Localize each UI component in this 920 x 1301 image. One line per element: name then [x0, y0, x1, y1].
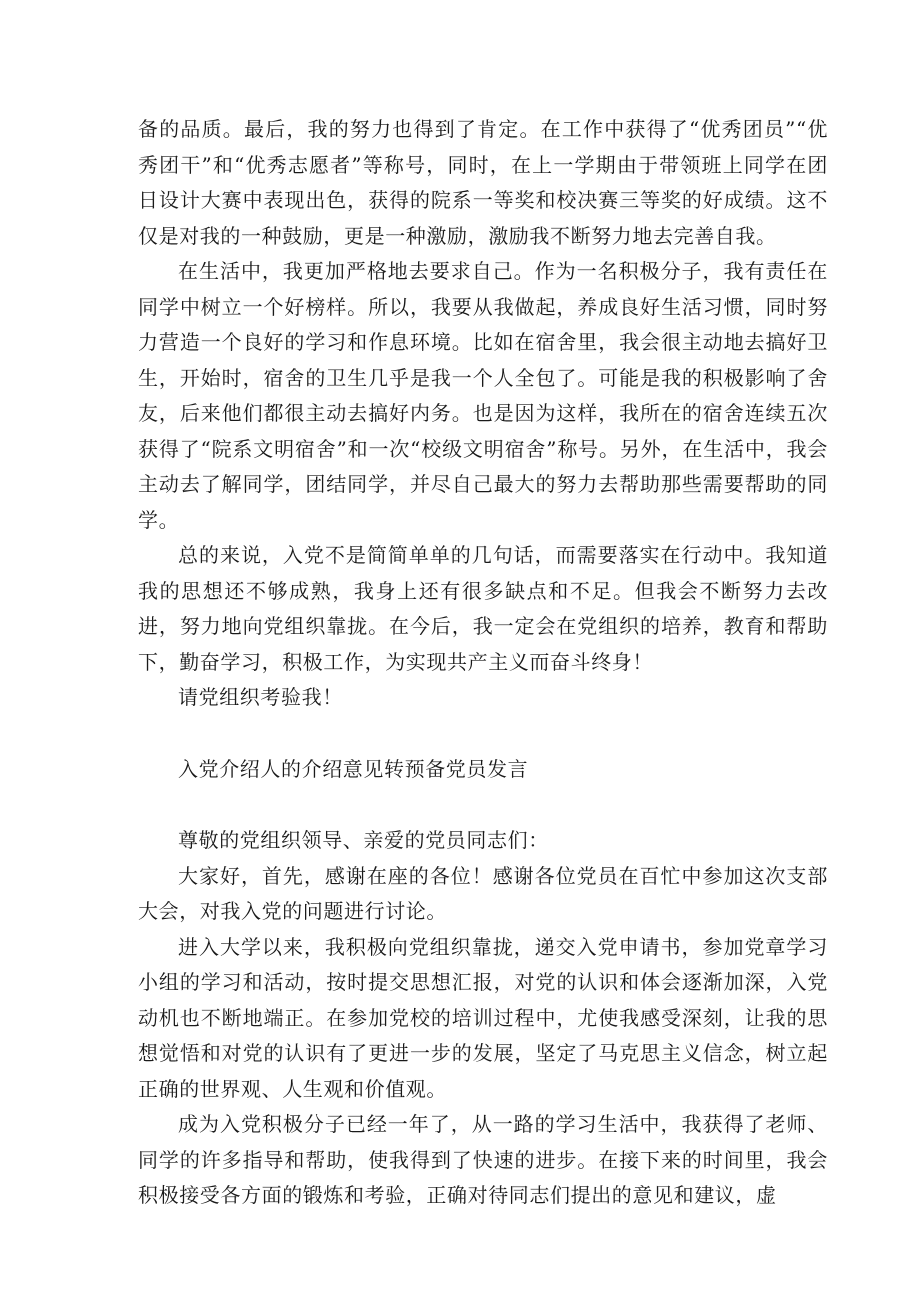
blank-line [138, 787, 828, 823]
section-heading: 入党介绍人的介绍意见转预备党员发言 [178, 756, 529, 781]
paragraph-daily-life: 在生活中，我更加严格地去要求自己。作为一名积极分子，我有责任在同学中树立一个好榜样。所以，我要从我做起，养成良好生活习惯，同时努力营造一个良好的学习和作息环境。比如在宿舍里，我会很主动地去搞好卫生，开始时，宿舍的卫生几乎是我一个人全包了。可能是我的积极影响了舍友，后来他们都很主动去搞好内务。也是因为这样，我所在的宿舍连续五次获得了“院系文明宿舍”和一次“校级文明宿舍”称号。另外，在生活中，我会主动去了解同学，团结同学，并尽自己最大的努力去帮助那些需要帮助的同学。 [138, 259, 828, 532]
paragraph-closing-request: 请党组织考验我！ [178, 685, 343, 709]
paragraph-activist: 成为入党积极分子已经一年了，从一路的学习生活中，我获得了老师、同学的许多指导和帮助，使我得到了快速的进步。在接下来的时间里，我会积极接受各方面的锻炼和考验，正确对待同志们提出的意见和建议，虚 [138, 1112, 828, 1207]
salutation: 尊敬的党组织领导、亲爱的党员同志们： [178, 828, 549, 852]
blank-line [138, 716, 828, 752]
paragraph-university: 进入大学以来，我积极向党组织靠拢，递交入党申请书，参加党章学习小组的学习和活动，按时提交思想汇报，对党的认识和体会逐渐加深，入党动机也不断地端正。在参加党校的培训过程中，尤使我感受深刻，让我的思想觉悟和对党的认识有了更进一步的发展，坚定了马克思主义信念，树立起正确的世界观、人生观和价值观。 [138, 934, 828, 1101]
document-body [138, 112, 828, 1214]
paragraph-achievements: 备的品质。最后，我的努力也得到了肯定。在工作中获得了“优秀团员”“优秀团干”和“优秀志愿者”等称号，同时，在上一学期由于带领班上同学在团日设计大赛中表现出色，获得的院系一等奖和校决赛三等奖的好成绩。这不仅是对我的一种鼓励，更是一种激励，激励我不断努力地去完善自我。 [138, 117, 828, 248]
paragraph-conclusion: 总的来说，入党不是简简单单的几句话，而需要落实在行动中。我知道我的思想还不够成熟，我身上还有很多缺点和不足。但我会不断努力去改进，努力地向党组织靠拢。在今后，我一定会在党组织的培养，教育和帮助下，勤奋学习，积极工作，为实现共产主义而奋斗终身！ [138, 543, 828, 674]
paragraph-greeting: 大家好，首先，感谢在座的各位！感谢各位党员在百忙中参加这次支部大会，对我入党的问题进行讨论。 [138, 863, 828, 923]
